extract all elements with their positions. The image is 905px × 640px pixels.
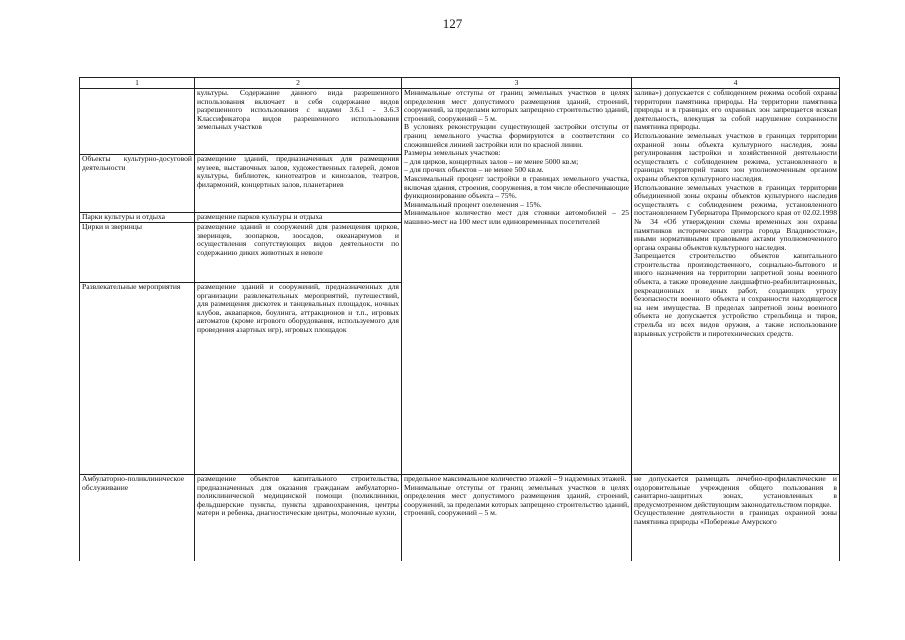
parameter-text: предельное максимальное количество этажей – 9 надземных этажей. [404,474,627,483]
column-header-4: 4 [632,78,840,89]
parameter-text: Минимальное количество мест для стоянки автомобилей – 25 машино-мест на 100 мест или единовременных посетителей [404,208,629,226]
restrictions-cell [632,475,840,561]
table-row [80,475,840,561]
use-type-description: размещение парков культуры и отдыха [195,213,402,223]
use-type-name: Цирки и зверинцы [80,223,195,283]
page-number: 127 [442,16,463,31]
header-row [80,78,840,89]
column-header-3: 3 [402,78,632,89]
use-type-description: размещение зданий и сооружений, предназначенных для организации развлекательных мероприятий, путешествий, для размещения дискотек и танцевальных площадок, ночных клубов, аквапарков, боулинга, аттракционов и т.п., игровых автоматов (кроме игрового оборудования, используемого для проведения азартных игр), игровых площадок [195,283,402,475]
parameter-text: Минимальные отступы от границ земельных участков в целях определения мест допустимого размещения зданий, строений, сооружений, за пределами которых запрещено строительство зданий, строений, сооружений – 5 м. [404,88,629,123]
regulations-table [79,77,840,561]
parameter-text: – для цирков, концертных залов – не менее 5000 кв.м; [404,156,579,166]
use-type-description: размещение зданий и сооружений для размещения цирков, зверинцев, зоопарков, зоосадов, океанариумов и осуществления сопутствующих видов деятельности по содержанию диких животных в неволе [195,223,402,283]
restriction-text: не допускается размещать лечебно-профилактические и оздоровительные учреждения общего пользования в санитарно-защитных зонах, установленных в предусмотренном действующим законодательством порядке. [634,474,837,509]
parameter-text: Размеры земельных участков: [404,148,501,158]
building-parameters-cell [402,475,632,561]
restriction-text: Осуществление деятельности в границах охранной зоны памятника природы «Побережье Амурского [634,508,837,526]
use-type-name: Парки культуры и отдыха [80,213,195,223]
use-type-name [80,89,195,155]
use-type-name: Развлекательные мероприятия [80,283,195,475]
use-type-name: Объекты культурно-досуговой деятельности [80,155,195,213]
parameter-text: Максимальный процент застройки в границах земельного участка, включая здания, строения, сооружения, в том числе обеспечивающие функционирование объекта – 75%. [404,173,629,201]
column-header-2: 2 [195,78,402,89]
parameter-text: В условиях реконструкции существующей застройки отступы от границ земельного участка формируются в соответствии со сложившейся линией застройки или по красной линии. [404,122,629,149]
parameter-text: Минимальные отступы от границ земельных участков в целях определения мест допустимого размещения зданий, строений, сооружений, за пределами которых запрещено строительство зданий, строений, сооружений – 5 м. [404,482,629,518]
restriction-text: Использование земельных участков в границах территории охранной зоны объекта культурного наследия, зоны регулирования застройки и хозяйственной деятельности осуществлять с соблюдением режима, установленного в границах территорий таких зон уполномоченным органом охраны объектов культурного наследия. [634,130,837,183]
parameter-text: Минимальный процент озеленения – 15%. [404,199,542,209]
building-parameters-cell [402,89,632,475]
use-type-name: Амбулаторно-поликлиническое обслуживание [80,475,195,561]
parameter-text: – для прочих объектов – не менее 500 кв.м. [404,165,544,175]
restrictions-cell [632,89,840,475]
restriction-text: Запрещается строительство объектов капитального строительства производственного, социально-бытового и иного назначения на территории запретной зоны военного объекта, а также проведение ландшафтно-реабилитационных, рекреационных и иных работ, создающих угрозу безопасности военного объекта и сохранности находящегося на нем имущества. В пределах запретной зоны военного объекта не допускается устройство стрельбища и тиров, стрельба из всех видов оружия, а также использование взрывных устройств и пиротехнических средств. [634,251,837,338]
use-type-description: размещение зданий, предназначенных для размещения музеев, выставочных залов, художественных галерей, домов культуры, библиотек, кинотеатров и кинозалов, театров, филармоний, концертных залов, планетариев [195,155,402,213]
restriction-text: залива») допускается с соблюдением режима особой охраны территории памятника природы. На территории памятника природы и в границах его охранных зон запрещается всякая деятельность, влекущая за собой нарушение сохранности памятника природы. [634,88,837,132]
restriction-text: Использование земельных участков в границах территории объединенной зоны охраны объектов культурного наследия осуществлять с соблюдением режима, установленного постановлением Губернатора Приморского края от 02.02.1998 № 34 «Об утверждении схемы временных зон охраны памятников исторического центра города Владивостока», иными нормативными правовыми актами уполномоченного органа охраны объектов культурного наследия. [634,182,837,252]
use-type-description: культуры. Содержание данного вида разрешенного использования включает в себя содержание видов разрешенного использования с кодами 3.6.1 - 3.6.3 Классификатора видов разрешенного использования земельных участков [195,89,402,155]
column-header-1: 1 [80,78,195,89]
table-row [80,89,840,155]
use-type-description: размещение объектов капитального строительства, предназначенных для оказания гражданам амбулаторно-поликлинической медицинской помощи (поликлиники, фельдшерские пункты, пункты здравоохранения, центры матери и ребенка, диагностические центры, молочные кухни, [195,475,402,561]
